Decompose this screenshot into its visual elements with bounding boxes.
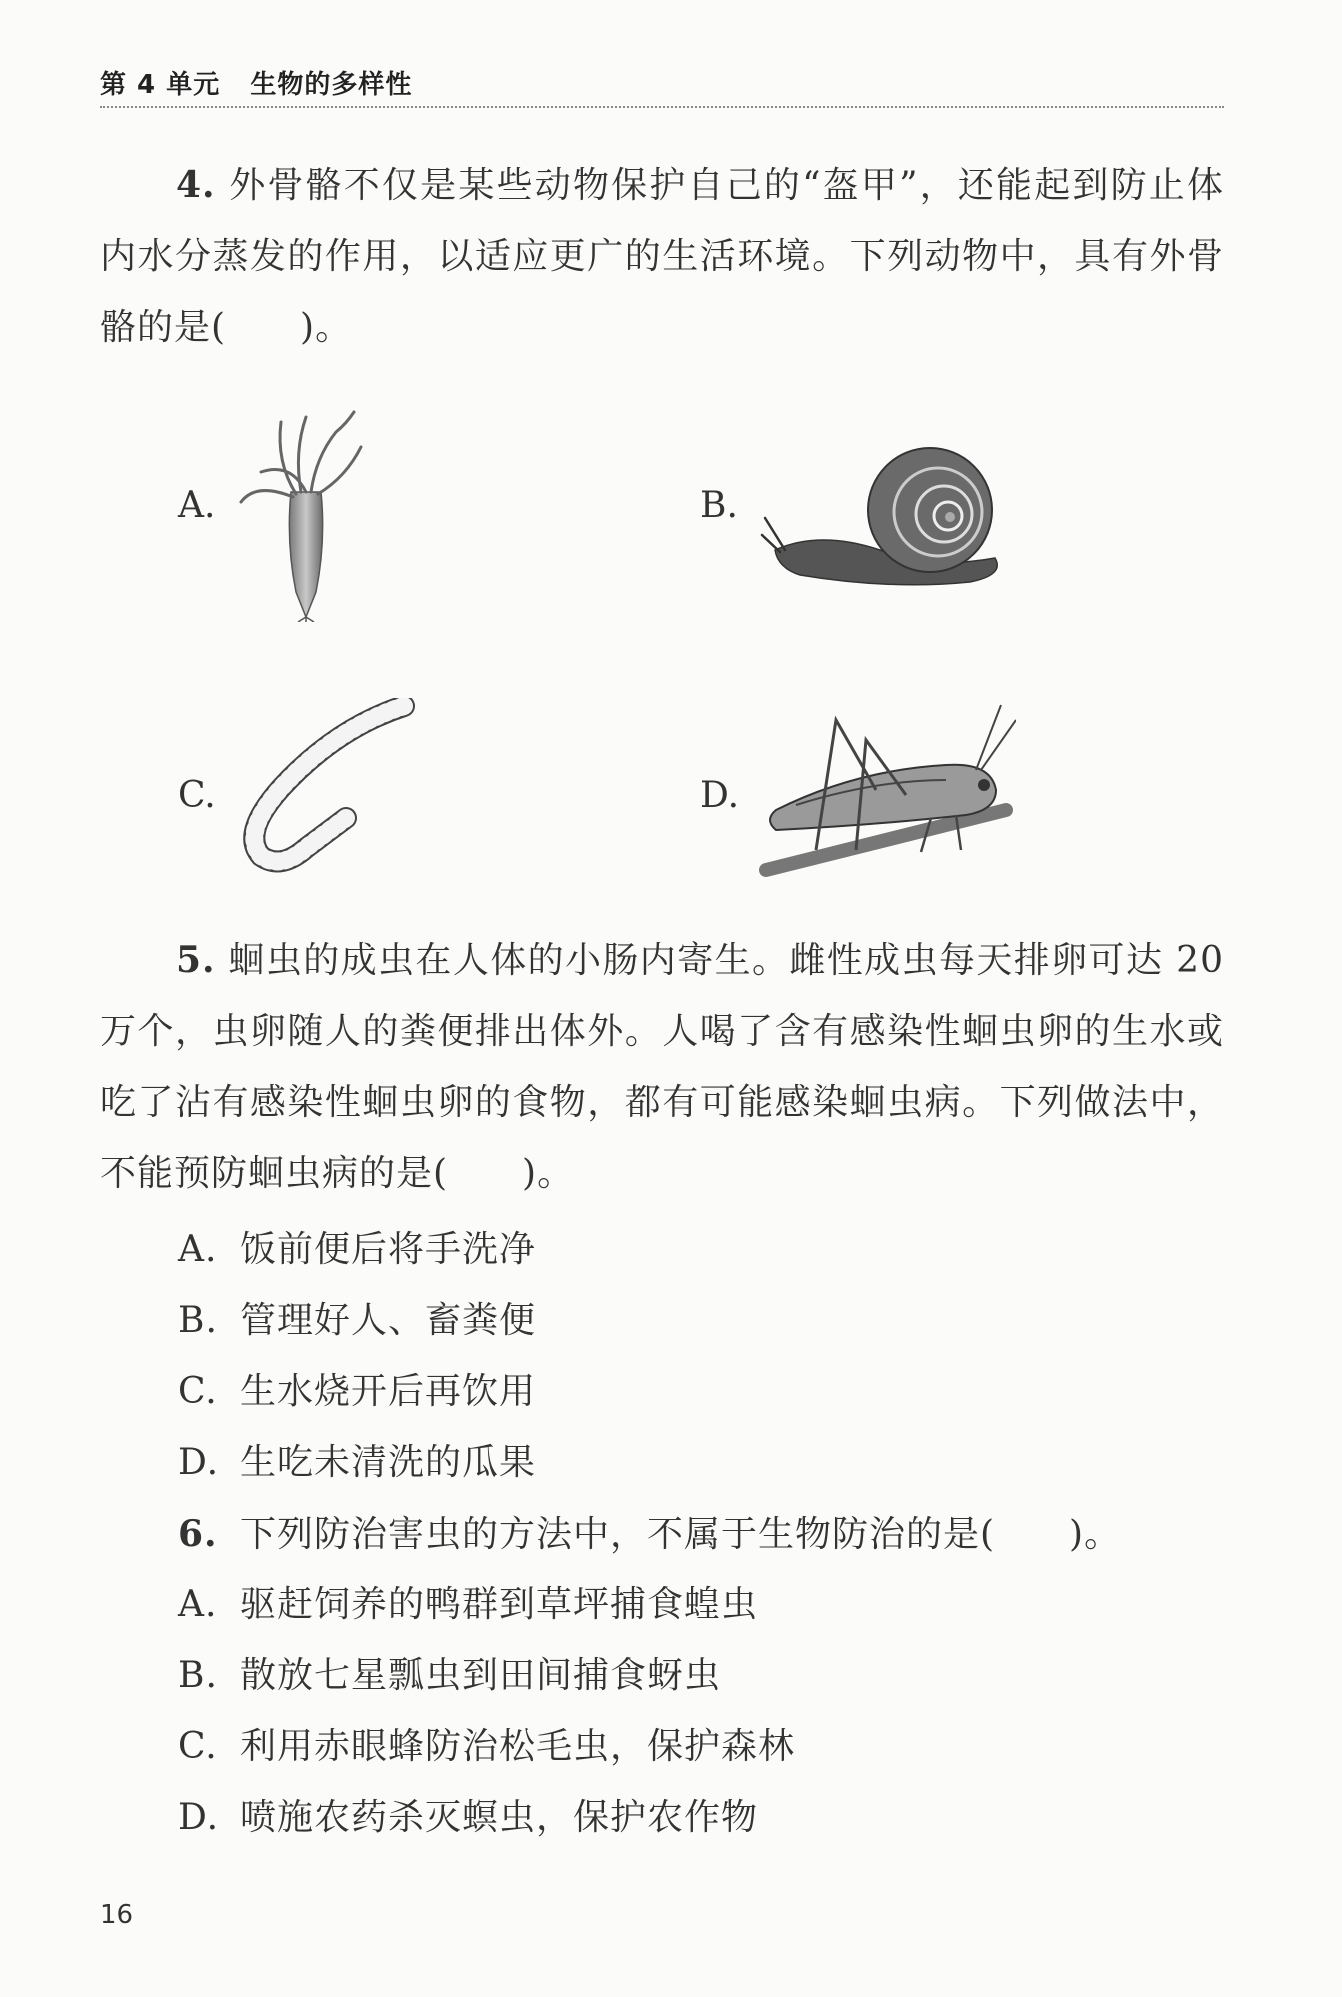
snail-illustration [760,440,1010,590]
question-4 [100,150,1224,363]
earthworm-illustration [236,698,416,873]
question-number: 5. [176,939,216,981]
option-d-label: D. [700,775,740,816]
question-text: 蛔虫的成虫在人体的小肠内寄生。雌性成虫每天排卵可达 20 万个，虫卵随人的粪便排出体外。人喝了含有感染性蛔虫卵的生水或吃了沾有感染性蛔虫卵的食物，都有可能感染蛔虫病。下列做法中，不能预防蛔虫病的是( )。 [100,940,1224,1194]
question-number: 6. [178,1513,218,1555]
page-number: 16 [100,1900,134,1930]
q5-option-a: A. 饭前便后将手洗净 [178,1229,537,1270]
q6-option-c: C. 利用赤眼蜂防治松毛虫，保护森林 [178,1726,796,1767]
unit-title: 第 4 单元 生物的多样性 [100,70,413,100]
q6-option-a: A. 驱赶饲养的鸭群到草坪捕食蝗虫 [178,1584,759,1625]
grasshopper-illustration [756,700,1016,880]
option-a-label: A. [178,485,216,526]
question-5 [100,925,1224,1209]
q6-option-b: B. 散放七星瓢虫到田间捕食蚜虫 [178,1655,722,1696]
hydra-illustration [236,402,376,622]
q5-option-b: B. 管理好人、畜粪便 [178,1300,537,1341]
question-text: 外骨骼不仅是某些动物保护自己的“盔甲”，还能起到防止体内水分蒸发的作用，以适应更广的生活环境。下列动物中，具有外骨骼的是( )。 [100,165,1224,348]
q5-option-c: C. 生水烧开后再饮用 [178,1371,537,1412]
option-b-label: B. [700,485,738,526]
page-header [100,62,1224,108]
question-text: 下列防治害虫的方法中，不属于生物防治的是( )。 [240,1514,1122,1555]
q6-option-d: D. 喷施农药杀灭螟虫，保护农作物 [178,1797,759,1838]
question-6 [178,1509,1121,1560]
question-number: 4. [176,164,216,206]
option-c-label: C. [178,775,216,816]
q5-option-d: D. 生吃未清洗的瓜果 [178,1442,537,1483]
